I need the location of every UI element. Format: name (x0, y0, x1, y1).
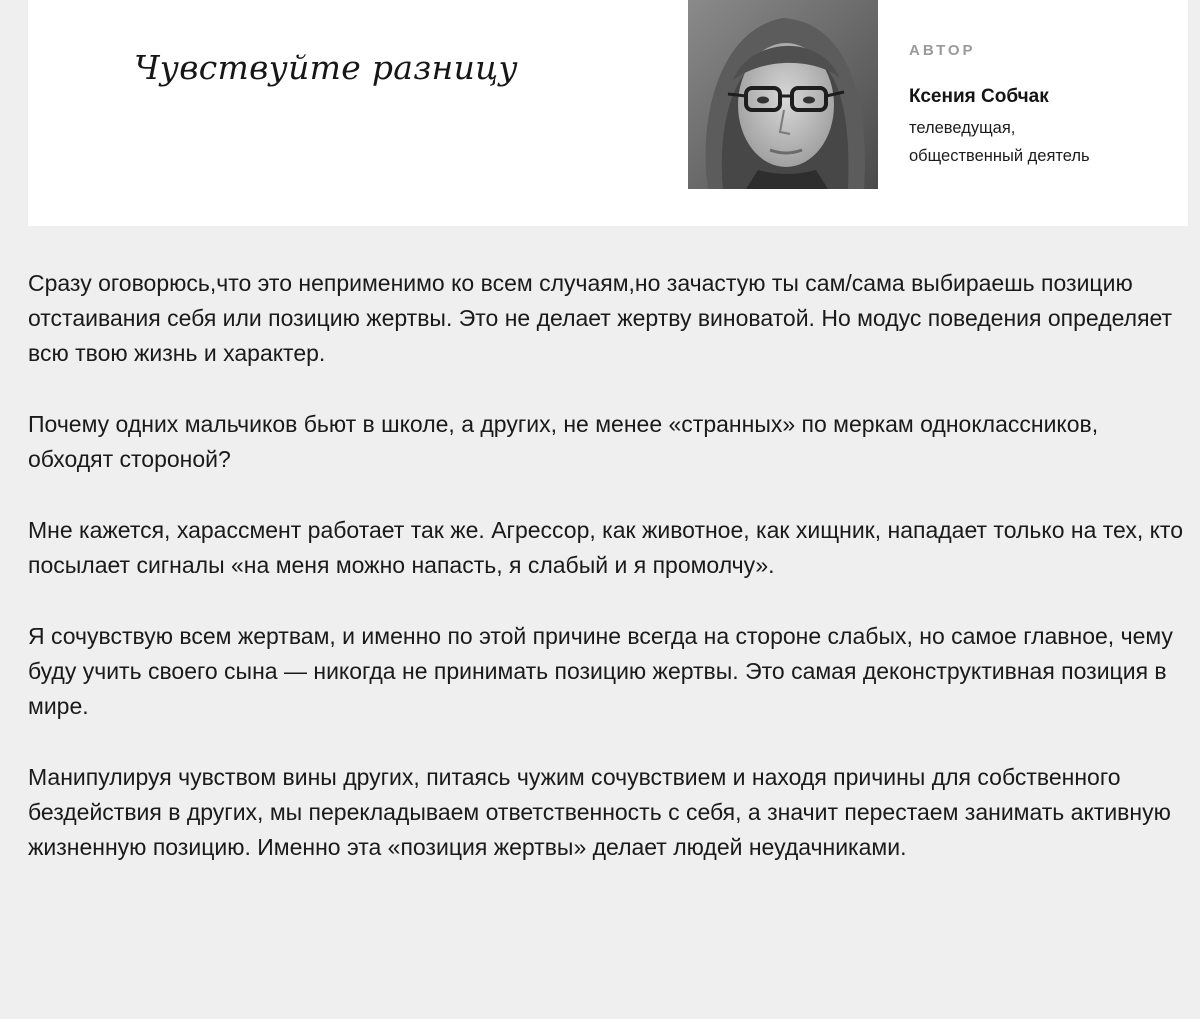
author-role: телеведущая, общественный деятель (909, 119, 1090, 165)
article-paragraph: Я сочувствую всем жертвам, и именно по этой причине всегда на стороне слабых, но самое главное, чему буду учить своего сына — никогда не принимать позицию жертвы. Это самая деконструктивная позиция в мире. (28, 623, 1173, 719)
author-name[interactable]: Ксения Собчак (909, 86, 1049, 107)
author-header-card (28, 0, 1188, 226)
author-portrait-image (688, 0, 878, 189)
article-paragraph: Почему одних мальчиков бьют в школе, а других, не менее «странных» по меркам одноклассников, обходят стороной? (28, 411, 1099, 472)
author-label: АВТОР (909, 42, 976, 59)
author-photo (688, 0, 878, 189)
article-body (28, 266, 1188, 901)
article-paragraph: Мне кажется, харассмент работает так же. Агрессор, как животное, как хищник, нападает только на тех, кто посылает сигналы «на меня можно напасть, я слабый и я промолчу». (28, 517, 1183, 578)
article-paragraph: Манипулируя чувством вины других, питаясь чужим сочувствием и находя причины для собственного бездействия в других, мы перекладываем ответственность с себя, а значит перестаем занимать активную жизненную позицию. Именно эта «позиция жертвы» делает людей неудачниками. (28, 764, 1171, 860)
column-title: Чувствуйте разницу (134, 48, 518, 87)
article-paragraph: Сразу оговорюсь,что это неприменимо ко всем случаям,но зачастую ты сам/сама выбираешь позицию отстаивания себя или позицию жертвы. Это не делает жертву виноватой. Но модус поведения определяет всю твою жизнь и характер. (28, 270, 1173, 366)
